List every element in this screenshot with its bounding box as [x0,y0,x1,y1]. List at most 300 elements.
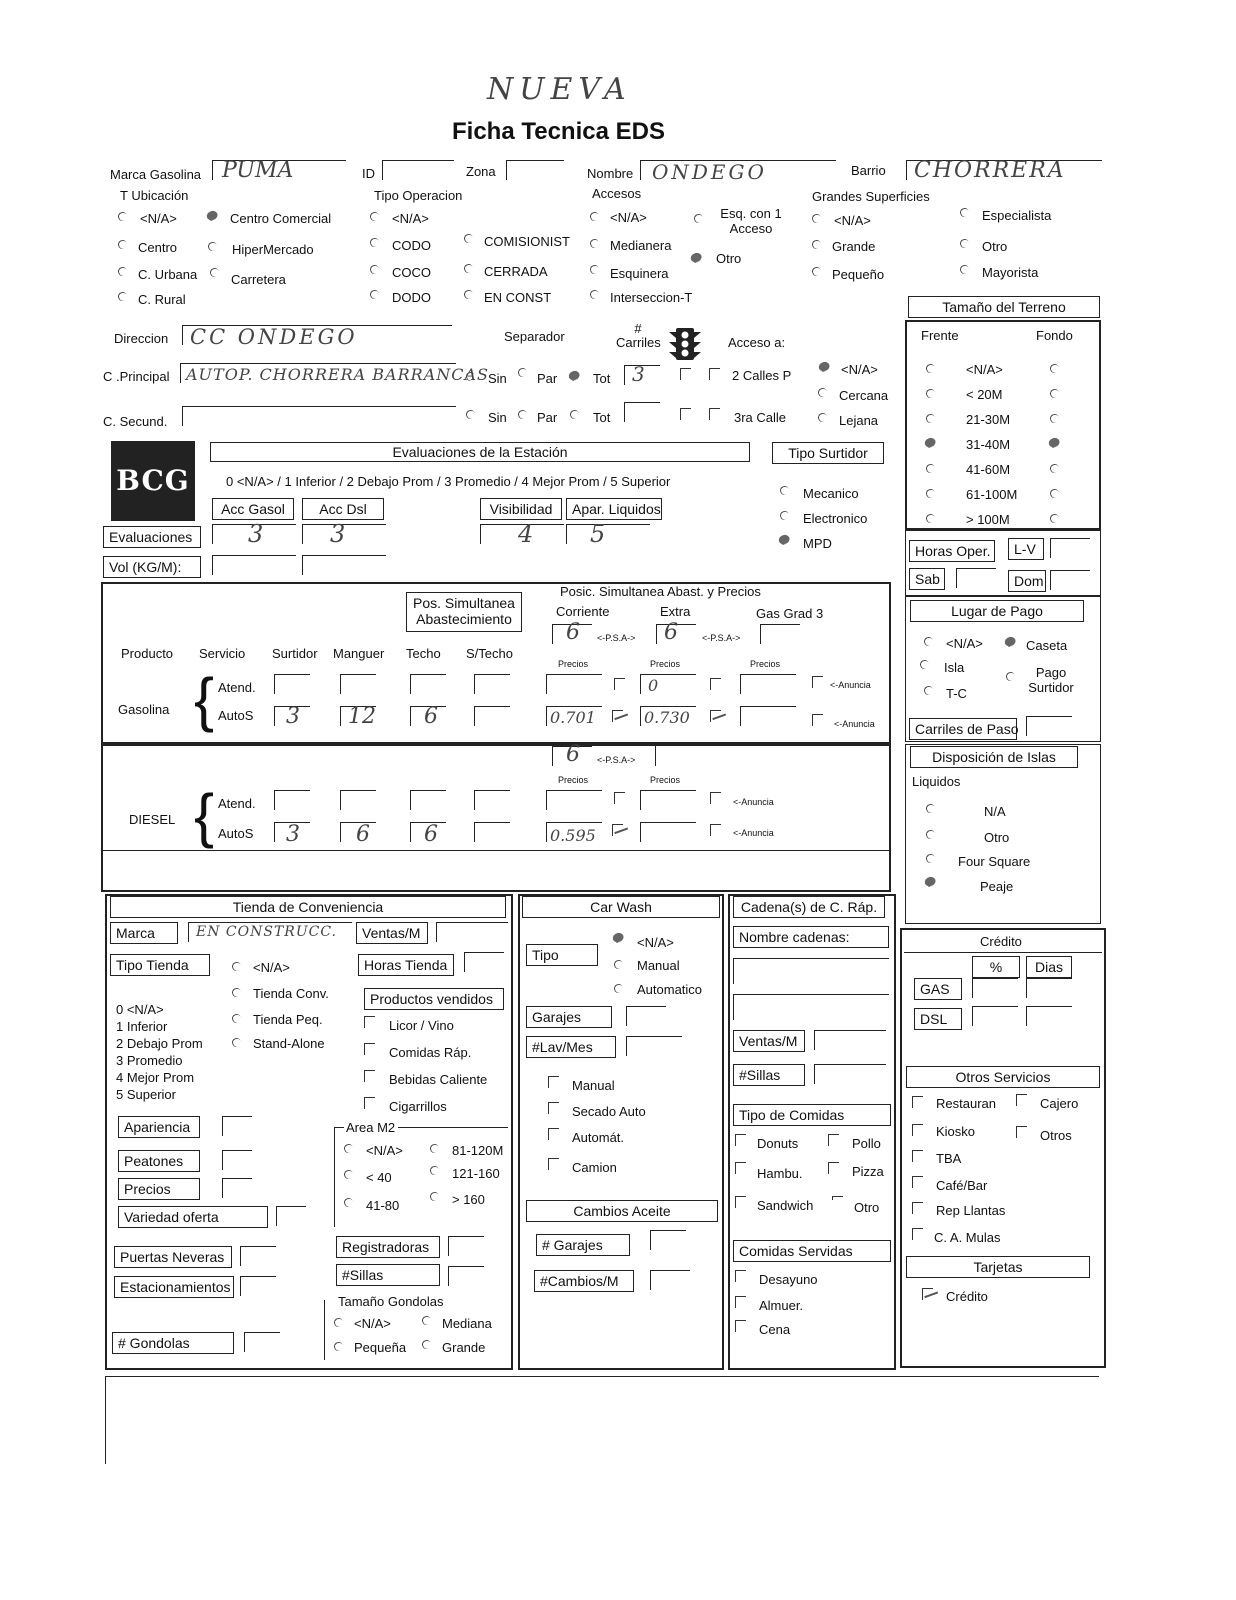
lv-field[interactable] [1050,538,1090,558]
terreno-row-label: <N/A> [966,362,1003,377]
anuncia-label: <-Anuncia [733,828,774,838]
tarjetas-title: Tarjetas [906,1256,1090,1278]
horas-tienda-field[interactable] [464,952,504,972]
gas-anuncia-checkbox-4[interactable] [710,710,721,722]
tienda-eval-label: Apariencia [118,1116,200,1138]
opt-label: Rep Llantas [936,1203,1006,1218]
psa-label: <-P.S.A-> [597,755,636,765]
opt-label: Isla [944,660,965,675]
dsl-anuncia-checkbox-1[interactable] [710,792,721,804]
tienda-scale-item: 3 Promedio [116,1053,183,1068]
par-label: Par [537,410,558,425]
credito-gas-pct[interactable] [972,978,1018,998]
credito-gas-label: GAS [914,978,962,1000]
checkbox-sandwich[interactable] [735,1196,746,1208]
radio-acceso-cercana[interactable] [817,387,829,399]
anuncia-label: <-Anuncia [830,680,871,690]
d-surt-value: 3 [286,822,300,847]
tienda-eval-label: Precios [118,1178,200,1200]
apar-liquidos-label: Apar. Liquidos [566,498,662,520]
vol-gasol-field[interactable] [212,555,296,575]
anuncia-label: <-Anuncia [733,797,774,807]
checkbox-cena[interactable] [735,1320,746,1332]
principal-value: AUTOP. CHORRERA BARRANCAS [186,365,490,384]
eval-dsl-value: 3 [330,520,346,548]
sillas-label: #Sillas [336,1264,440,1286]
radio-gs-grande[interactable] [811,239,823,251]
credito-dsl-pct[interactable] [972,1006,1018,1026]
opt-label: HiperMercado [232,242,314,257]
tienda-scale-item: 0 <N/A> [116,1002,164,1017]
radio-ubic-carretera[interactable] [209,267,221,279]
cw-garajes-label: Garajes [526,1006,612,1028]
opt-label: <N/A> [140,211,177,226]
radio-acc-esq1[interactable] [693,213,705,225]
tienda-marca-label: Marca [110,922,178,944]
checkbox-cafe[interactable] [912,1176,923,1188]
checkbox-otros[interactable] [1016,1126,1027,1138]
radio-op-enconst[interactable] [463,289,475,301]
divider [334,1127,335,1227]
d-mang-value: 6 [356,822,370,847]
opt-label: <N/A> [637,935,674,950]
gas-count-field-0[interactable] [274,674,310,694]
cw-tipo-label: Tipo [526,944,598,966]
col-producto: Producto [121,646,174,661]
opt-label: Manual [572,1078,615,1093]
g-autos-techo-value: 6 [424,704,438,729]
pago-title: Lugar de Pago [910,600,1084,622]
divider [398,1127,508,1128]
lv-label: L-V [1008,538,1044,560]
opt-label: Restauran [936,1096,996,1111]
radio-s-sin[interactable] [465,409,477,421]
opt-label: Comidas Ráp. [389,1045,472,1060]
opt-label: 81-120M [452,1143,504,1158]
barrio-value: CHORRERA [914,158,1066,183]
eval-apar-field[interactable] [566,524,650,544]
tienda-ventas-label: Ventas/M [356,922,428,944]
tienda-marca-value: EN CONSTRUCC. [196,924,338,940]
radio-op-na[interactable] [369,211,381,223]
cadena-ventas-field[interactable] [814,1030,886,1050]
opt-label: Peaje [980,879,1014,894]
opt-label: N/A [984,804,1006,819]
opt-label: Pago Surtidor [1028,665,1074,695]
cadena-sillas-field[interactable] [814,1064,886,1084]
carriles-secund-field[interactable] [624,402,660,422]
opt-label: COMISIONIST [484,234,570,249]
opt-label: Cena [759,1322,791,1337]
opt-label: Almuer. [759,1298,804,1313]
puertas-field[interactable] [240,1246,276,1266]
divider [655,746,656,766]
tipo-tienda-label: Tipo Tienda [110,954,210,976]
radio-p-par[interactable] [517,367,529,379]
tienda-eval-label: Variedad oferta [118,1206,268,1228]
opt-label: Hambu. [757,1166,803,1181]
pos-sim-label: Pos. Simultanea Abastecimiento [406,592,522,632]
secund-field[interactable] [182,406,456,426]
nombre-value: ONDEGO [652,160,767,184]
opt-label: CODO [392,238,431,253]
cadena-nombre-label: Nombre cadenas: [733,926,889,948]
tot-label: Tot [593,371,611,386]
opt-label: Caseta [1026,638,1068,653]
terreno-row-label: 21-30M [966,412,1011,427]
dsl-anuncia-checkbox-0[interactable] [614,792,625,804]
opt-label: C. A. Mulas [934,1230,1001,1245]
dsl-count-field-3[interactable] [474,790,510,810]
marca-label: Marca Gasolina [110,167,202,182]
gas-price-field-0[interactable] [546,674,602,694]
radio-op-dodo[interactable] [369,289,381,301]
opt-label: 41-80 [366,1198,400,1213]
estac-field[interactable] [240,1276,276,1296]
notes-top-border [105,1376,1099,1377]
opt-label: MPD [803,536,832,551]
checkbox-cw-automat[interactable] [548,1128,559,1140]
gondolas-label: # Gondolas [112,1332,234,1354]
opt-label: Medianera [610,238,672,253]
radio-acceso-lejana[interactable] [817,412,829,424]
calle3-label: 3ra Calle [734,410,787,425]
checkbox-llantas[interactable] [912,1202,923,1214]
opt-label: Pizza [852,1164,884,1179]
opt-label: TBA [936,1151,962,1166]
horas-tienda-label: Horas Tienda [358,954,454,976]
terreno-row-label: < 20M [966,387,1003,402]
cadena-nombre-field2[interactable] [733,994,889,1020]
credito-pct-label: % [972,956,1020,978]
precios-label: Precios [558,775,589,785]
checkbox-3calle[interactable] [709,408,720,420]
opt-label: Desayuno [759,1272,818,1287]
opt-label: Especialista [982,208,1052,223]
radio-op-comisionist[interactable] [463,233,475,245]
gas-count-field-7[interactable] [474,706,510,726]
aceite-cambios-label: #Cambios/M [534,1270,634,1292]
gas-price-field-2[interactable] [740,674,796,694]
checkbox-otro[interactable] [832,1196,843,1200]
psa-gas3-field[interactable] [760,624,800,644]
col-stecho: S/Techo [466,646,513,661]
checkbox-almuer[interactable] [735,1296,746,1308]
opt-label: Cigarrillos [389,1099,447,1114]
sab-field[interactable] [956,568,996,588]
divider [334,1127,344,1128]
id-label: ID [362,166,375,181]
acc-dsl-label: Acc Dsl [302,498,384,520]
opt-label: Automát. [572,1130,625,1145]
dsl-count-field-7[interactable] [474,822,510,842]
checkbox-tarjeta-credito[interactable] [922,1288,933,1300]
opt-label: C. Urbana [138,267,198,282]
credito-gas-dias[interactable] [1026,978,1072,998]
g-autos-mang-value: 12 [348,704,376,729]
diesel-label: DIESEL [129,812,176,827]
opt-label: Pequeño [832,267,885,282]
divider [103,850,889,851]
opt-label: Lejana [839,413,879,428]
dsl-count-field-0[interactable] [274,790,310,810]
islas-title: Disposición de Islas [910,746,1078,768]
opt-label: Pequeña [354,1340,407,1355]
radio-surt-electronico[interactable] [779,510,791,522]
zona-field[interactable] [506,160,564,180]
liquidos-label: Liquidos [912,774,961,789]
opt-label: Esq. con 1 Acceso [720,206,782,236]
corriente-label: Corriente [556,604,610,619]
productos-label: Productos vendidos [364,988,504,1010]
precios-label: Precios [750,659,781,669]
tienda-eval-field-0[interactable] [222,1116,252,1136]
opt-label: <N/A> [366,1143,403,1158]
radio-ubic-rural[interactable] [117,291,129,303]
opt-label: Otro [982,239,1008,254]
d-price-value: 0.595 [550,826,596,845]
checkbox-sep-p[interactable] [680,368,691,380]
gas-anuncia-checkbox-3[interactable] [612,710,623,722]
checkbox-donuts[interactable] [735,1134,746,1146]
dsl-count-field-2[interactable] [410,790,446,810]
opt-label: <N/A> [946,636,983,651]
sin-label: Sin [488,371,507,386]
radio-surt-mecanico[interactable] [779,485,791,497]
precios-label: Precios [558,659,589,669]
dom-field[interactable] [1050,570,1090,590]
checkbox-cw-camion[interactable] [548,1158,559,1170]
terreno-row-label: > 100M [966,512,1010,527]
zona-label: Zona [466,164,496,179]
horas-label: Horas Oper. [909,540,995,562]
precios-label: Precios [650,659,681,669]
opt-label: Tienda Conv. [253,986,329,1001]
tienda-scale-item: 5 Superior [116,1087,176,1102]
opt-label: <N/A> [392,211,429,226]
checkbox-desayuno[interactable] [735,1270,746,1282]
opt-label: > 160 [452,1192,485,1207]
fondo-label: Fondo [1036,328,1073,343]
opt-label: Four Square [958,854,1031,869]
opt-label: CERRADA [484,264,548,279]
checkbox-prod-3[interactable] [364,1097,375,1109]
cw-lav-label: #Lav/Mes [526,1036,616,1058]
sillas-field[interactable] [448,1266,484,1286]
posic-title: Posic. Simultanea Abast. y Precios [560,584,761,599]
radio-gs-otro[interactable] [959,238,971,250]
registradoras-field[interactable] [448,1236,484,1256]
opt-label: EN CONST [484,290,552,305]
gasolina-label: Gasolina [118,702,170,717]
radio-ubic-centro[interactable] [117,239,129,251]
gas-count-field-1[interactable] [340,674,376,694]
credito-dsl-dias[interactable] [1026,1006,1072,1026]
tienda-eval-field-3[interactable] [276,1206,306,1226]
acc-gasol-label: Acc Gasol [212,498,294,520]
g-autos-surt-value: 3 [286,704,300,729]
tipo-comidas-label: Tipo de Comidas [733,1104,891,1126]
opt-label: Pollo [852,1136,881,1151]
gas3-label: Gas Grad 3 [756,606,824,621]
checkbox-prod-2[interactable] [364,1070,375,1082]
terreno-title: Tamaño del Terreno [908,296,1100,318]
autos-label: AutoS [218,708,254,723]
cadena-nombre-field1[interactable] [733,958,889,984]
opt-label: <N/A> [253,960,290,975]
par-label: Par [537,371,558,386]
gas-price-field-5[interactable] [740,706,796,726]
radio-s-par[interactable] [517,409,529,421]
checkbox-pollo[interactable] [828,1134,839,1146]
gas-count-field-2[interactable] [410,674,446,694]
radio-acceso-na[interactable] [819,362,831,374]
opt-label: COCO [392,265,431,280]
radio-ubic-urbana[interactable] [117,266,129,278]
terreno-row-label: 31-40M [966,437,1011,452]
checkbox-tba[interactable] [912,1150,923,1162]
opt-label: Grande [442,1340,486,1355]
radio-ubic-na[interactable] [117,211,129,223]
tam-gondolas-label: Tamaño Gondolas [338,1294,444,1309]
brace-diesel: { [194,782,215,849]
divider [324,1300,325,1360]
tipo-operacion-label: Tipo Operacion [374,188,463,203]
brace-gasolina: { [194,666,215,733]
radio-gs-pequeno[interactable] [811,266,823,278]
checkbox-cw-secado[interactable] [548,1102,559,1114]
checkbox-sep-s[interactable] [680,408,691,420]
g-price-extra: 0.730 [644,708,690,727]
radio-gs-mayorista[interactable] [959,264,971,276]
aceite-cambios-field[interactable] [650,1270,690,1290]
radio-op-codo[interactable] [369,237,381,249]
radio-acc-na[interactable] [589,211,601,223]
t-ubicacion-label: T Ubicación [120,188,189,203]
otros-title: Otros Servicios [906,1066,1100,1088]
radio-acc-intersec[interactable] [589,289,601,301]
radio-gs-na[interactable] [811,213,823,225]
checkbox-mulas[interactable] [912,1228,923,1240]
tienda-scale-item: 2 Debajo Prom [116,1036,203,1051]
gas-anuncia-checkbox-1[interactable] [710,678,721,690]
notes-area[interactable] [107,1378,1097,1462]
dom-label: Dom [1008,570,1046,592]
anuncia-label: <-Anuncia [834,719,875,729]
aceite-garajes-field[interactable] [650,1230,686,1250]
tienda-eval-field-2[interactable] [222,1178,252,1198]
evaluaciones-title: Evaluaciones de la Estación [210,442,750,462]
checkbox-kiosko[interactable] [912,1124,923,1136]
aceite-garajes-label: # Garajes [536,1234,630,1256]
checkbox-hambu[interactable] [735,1162,746,1174]
radio-acc-esquinera[interactable] [589,264,601,276]
dsl-anuncia-checkbox-2[interactable] [612,824,623,836]
direccion-value: CC ONDEGO [190,325,358,349]
separador-label: Separador [504,329,565,344]
bcg-logo: BCG [111,441,195,521]
gas-anuncia-checkbox-2[interactable] [812,676,823,688]
psa-extra-value: 6 [664,620,678,645]
gondolas-field[interactable] [244,1332,280,1352]
checkbox-restauran[interactable] [912,1096,923,1108]
opt-label: Kiosko [936,1124,976,1139]
checkbox-prod-0[interactable] [364,1016,375,1028]
carriles-label: # Carriles [616,321,661,350]
psa-label: <-P.S.A-> [702,633,741,643]
radio-gs-especialista[interactable] [959,207,971,219]
opt-label: T-C [946,686,967,701]
checkbox-prod-1[interactable] [364,1043,375,1055]
opt-label: <N/A> [841,362,878,377]
radio-surt-mpd[interactable] [779,535,791,547]
opt-label: Crédito [946,1289,988,1304]
opt-label: Otros [1040,1128,1072,1143]
credito-dsl-label: DSL [914,1008,962,1030]
opt-label: Interseccion-T [610,290,693,305]
radio-ubic-cc[interactable] [207,211,219,223]
gas-anuncia-checkbox-5[interactable] [812,714,823,726]
atend-label: Atend. [218,680,256,695]
psa-corriente-value: 6 [566,620,580,645]
checkbox-cajero[interactable] [1016,1094,1027,1106]
vol-dsl-field[interactable] [302,555,386,575]
radio-s-tot[interactable] [569,409,581,421]
radio-acc-otro[interactable] [691,253,703,265]
opt-label: <N/A> [610,210,647,225]
dsl-anuncia-checkbox-3[interactable] [710,824,721,836]
visibilidad-label: Visibilidad [480,498,562,520]
id-field[interactable] [382,160,454,180]
tot-label: Tot [593,410,611,425]
carriles-paso-field[interactable] [1026,716,1072,736]
cw-garajes-field[interactable] [626,1006,666,1026]
handwritten-note: NUEVA [487,72,632,107]
tienda-ventas-field[interactable] [436,922,508,942]
dsl-price-field-0[interactable] [546,790,602,810]
cw-lav-field[interactable] [626,1036,682,1056]
radio-op-coco[interactable] [369,264,381,276]
registradoras-label: Registradoras [336,1236,440,1258]
checkbox-pizza[interactable] [828,1162,839,1174]
dsl-price-field-3[interactable] [640,822,696,842]
radio-op-cerrada[interactable] [463,263,475,275]
opt-label: Tienda Peq. [253,1012,323,1027]
calles2-label: 2 Calles P [732,368,792,383]
carwash-title: Car Wash [522,896,720,918]
gas-anuncia-checkbox-0[interactable] [614,678,625,690]
checkbox-2calles[interactable] [709,368,720,380]
autos-label: AutoS [218,826,254,841]
tienda-scale-item: 1 Inferior [116,1019,168,1034]
dsl-price-field-1[interactable] [640,790,696,810]
col-servicio: Servicio [199,646,246,661]
dsl-count-field-1[interactable] [340,790,376,810]
radio-p-tot[interactable] [569,371,581,383]
frente-label: Frente [921,328,959,343]
opt-label: Centro [138,240,178,255]
gas-count-field-3[interactable] [474,674,510,694]
notes-left-border [105,1376,106,1464]
opt-label: Bebidas Caliente [389,1072,488,1087]
checkbox-cw-manual[interactable] [548,1076,559,1088]
tienda-eval-field-1[interactable] [222,1150,252,1170]
opt-label: Camion [572,1160,617,1175]
nombre-label: Nombre [587,166,634,181]
opt-label: Carretera [231,272,286,287]
radio-acc-medianera[interactable] [589,238,601,250]
radio-ubic-hiper[interactable] [207,241,219,253]
